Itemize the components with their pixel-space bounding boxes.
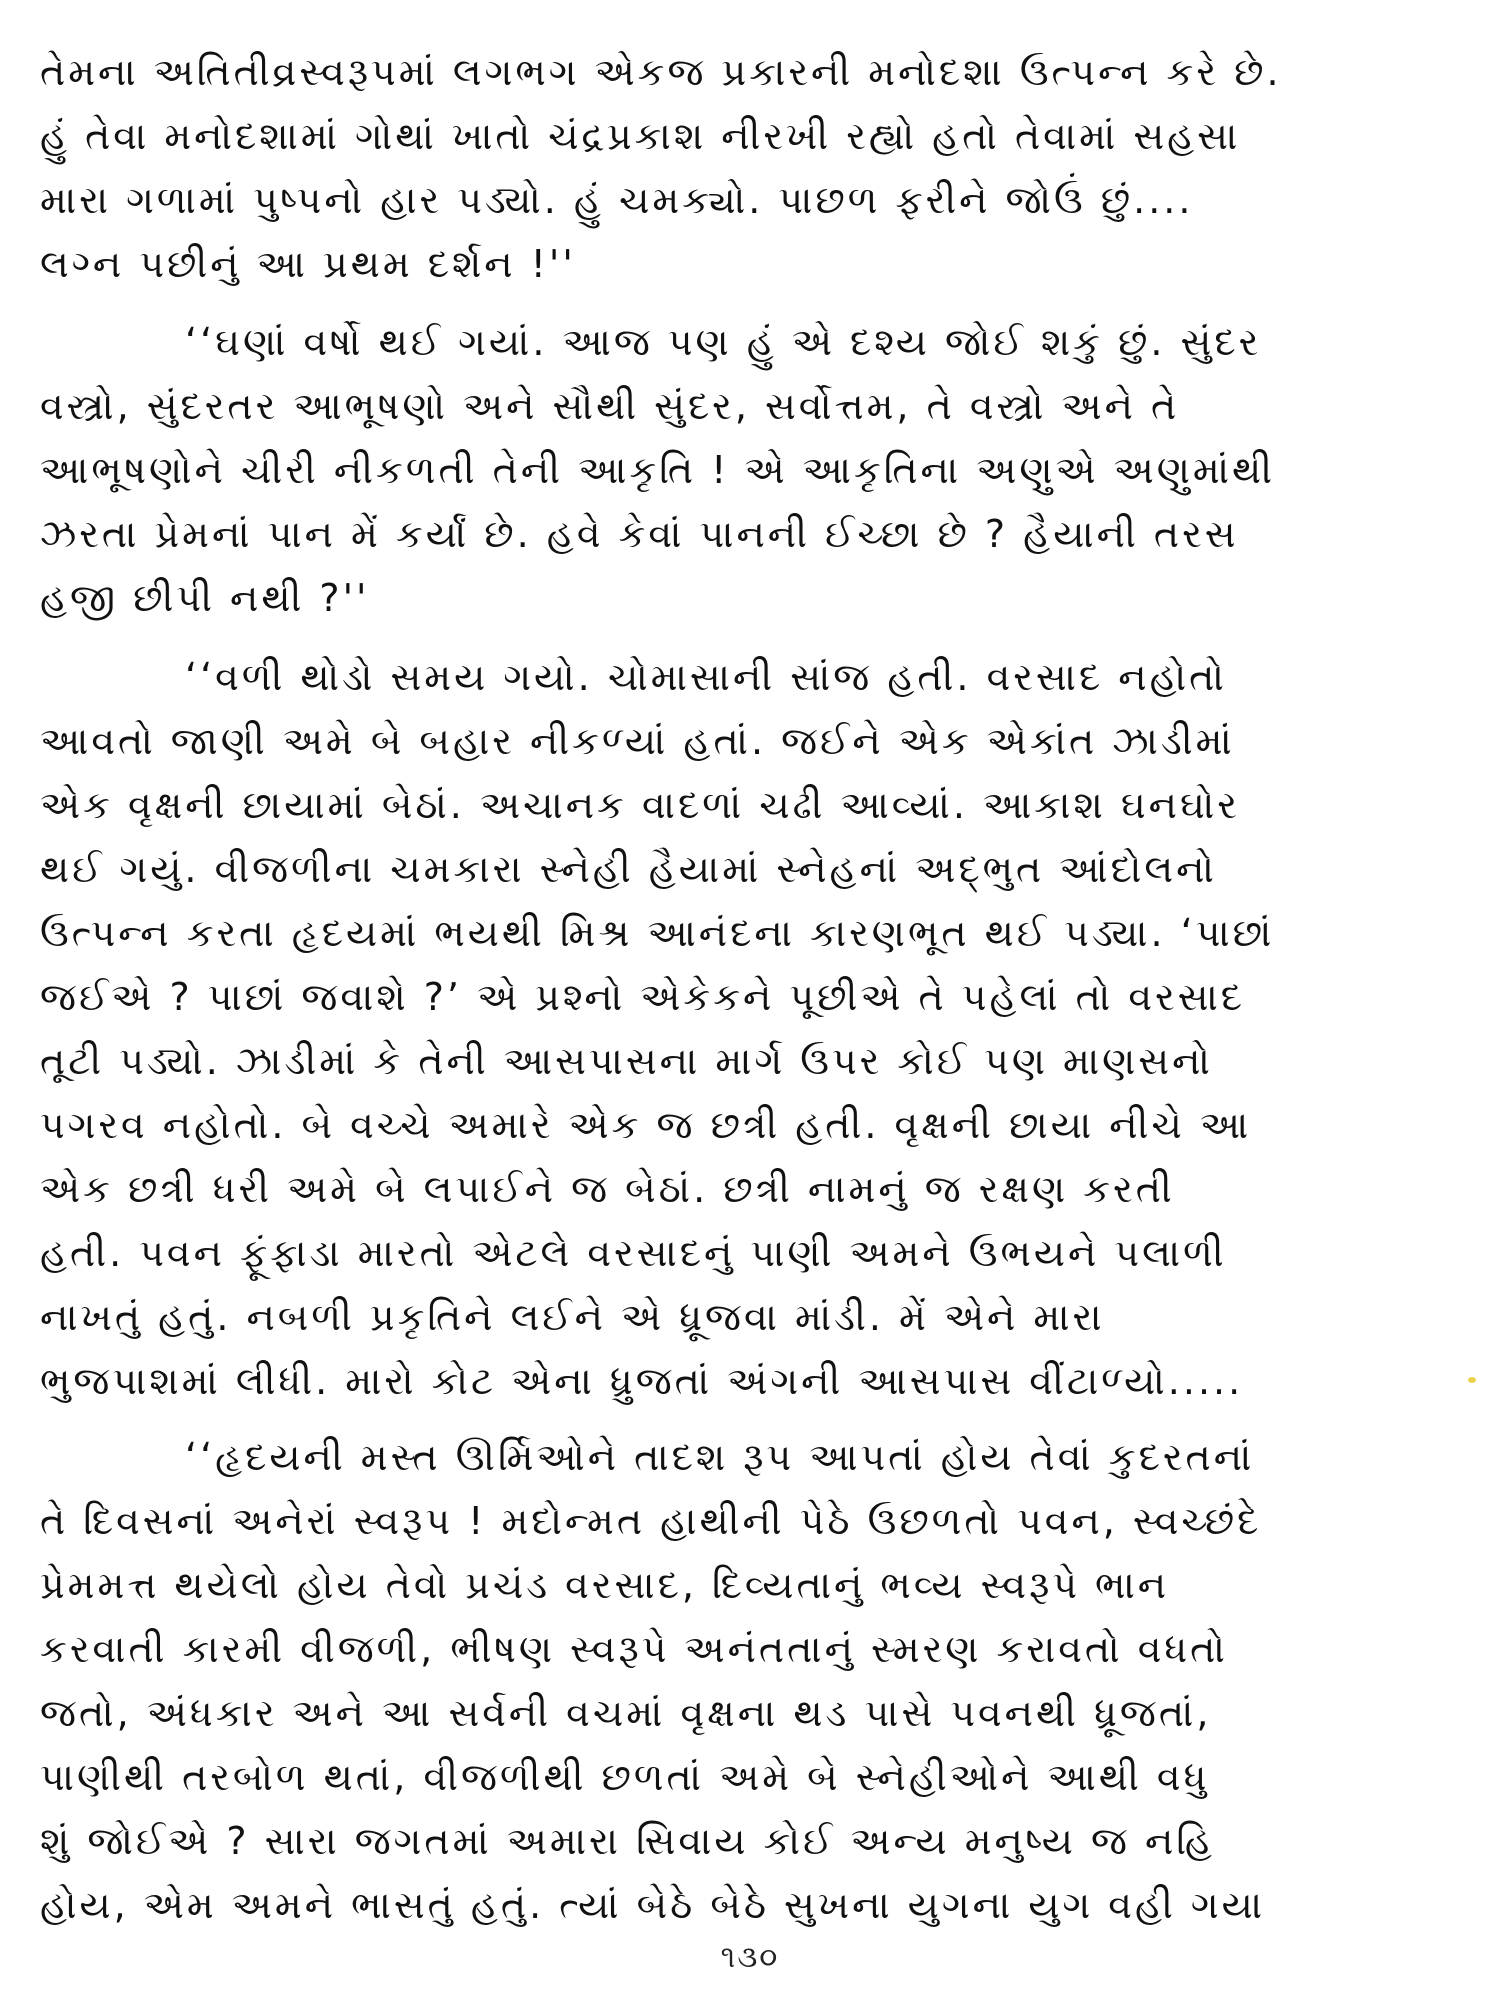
text-line: થઈ ગયું. વીજળીના ચમકારા સ્નેહી હૈયામાં સ્નેહનાં અદ્ભુત આંદોલનો bbox=[40, 847, 1217, 891]
text-line: આવતો જાણી અમે બે બહાર નીકળ્યાં હતાં. જઈને એક એકાંત ઝાડીમાં bbox=[40, 719, 1235, 763]
text-line: હતી. પવન ફૂંફાડા મારતો એટલે વરસાદનું પાણી અમને ઉભયને પલાળી bbox=[40, 1231, 1227, 1275]
text-line: તેમના અતિતીવ્રસ્વરૂપમાં લગભગ એકજ પ્રકારની મનોદશા ઉત્પન્ન કરે છે. bbox=[40, 50, 1282, 94]
text-line: લગ્ન પછીનું આ પ્રથમ દર્શન !'' bbox=[40, 242, 576, 286]
book-page bbox=[40, 10, 1460, 1970]
text-line: ઉત્પન્ન કરતા હૃદયમાં ભયથી મિશ્ર આનંદના કારણભૂત થઈ પડ્યા. ‘પાછાં bbox=[40, 911, 1275, 955]
text-line: મારા ગળામાં પુષ્પનો હાર પડ્યો. હું ચમક્યો. પાછળ ફરીને જોઉં છું.... bbox=[40, 178, 1194, 222]
text-line: હજી છીપી નથી ?'' bbox=[40, 576, 370, 620]
text-line: હું તેવા મનોદશામાં ગોથાં ખાતો ચંદ્રપ્રકાશ નીરખી રહ્યો હતો તેવામાં સહસા bbox=[40, 114, 1241, 158]
text-line: પગરવ નહોતો. બે વચ્ચે અમારે એક જ છત્રી હતી. વૃક્ષની છાયા નીચે આ bbox=[40, 1103, 1252, 1147]
text-line: એક છત્રી ધરી અમે બે લપાઈને જ બેઠાં. છત્રી નામનું જ રક્ષણ કરતી bbox=[40, 1167, 1175, 1211]
text-line: હોય, એમ અમને ભાસતું હતું. ત્યાં બેઠે બેઠે સુખના યુગના યુગ વહી ગયા bbox=[40, 1883, 1266, 1927]
text-line: જઈએ ? પાછાં જવાશે ?’ એ પ્રશ્નો એકેકને પૂછીએ તે પહેલાં તો વરસાદ bbox=[40, 975, 1246, 1019]
text-line: ‘‘વળી થોડો સમય ગયો. ચોમાસાની સાંજ હતી. વરસાદ નહોતો bbox=[185, 655, 1227, 699]
text-line: આભૂષણોને ચીરી નીકળતી તેની આકૃતિ ! એ આકૃતિના અણુએ અણુમાંથી bbox=[40, 448, 1276, 492]
text-line: કરવાતી કારમી વીજળી, ભીષણ સ્વરૂપે અનંતતાનું સ્મરણ કરાવતો વધતો bbox=[40, 1627, 1228, 1671]
text-line: ભુજપાશમાં લીધી. મારો કોટ એના ધ્રુજતાં અંગની આસપાસ વીંટાળ્યો..... bbox=[40, 1359, 1244, 1403]
text-line: પાણીથી તરબોળ થતાં, વીજળીથી છળતાં અમે બે સ્નેહીઓને આથી વધુ bbox=[40, 1755, 1210, 1799]
scan-speck bbox=[1468, 1377, 1476, 1383]
text-line: તે દિવસનાં અનેરાં સ્વરૂપ ! મદોન્મત હાથીની પેઠે ઉછળતો પવન, સ્વચ્છંદે bbox=[40, 1499, 1262, 1543]
text-line: તૂટી પડ્યો. ઝાડીમાં કે તેની આસપાસના માર્ગ ઉપર કોઈ પણ માણસનો bbox=[40, 1039, 1213, 1083]
text-line: ઝરતા પ્રેમનાં પાન મેં કર્યાં છે. હવે કેવાં પાનની ઈચ્છા છે ? હૈયાની તરસ bbox=[40, 512, 1239, 556]
text-line: જતો, અંધકાર અને આ સર્વની વચમાં વૃક્ષના થડ પાસે પવનથી ધ્રૂજતાં, bbox=[40, 1691, 1212, 1735]
paragraph-2 bbox=[40, 310, 1460, 630]
text-line: પ્રેમમત્ત થયેલો હોય તેવો પ્રચંડ વરસાદ, દિવ્યતાનું ભવ્ય સ્વરૂપે ભાન bbox=[40, 1563, 1170, 1607]
text-line: નાખતું હતું. નબળી પ્રકૃતિને લઈને એ ધ્રૂજવા માંડી. મેં એને મારા bbox=[40, 1295, 1105, 1339]
text-line: એક વૃક્ષની છાયામાં બેઠાં. અચાનક વાદળાં ચઢી આવ્યાં. આકાશ ઘનઘોર bbox=[40, 783, 1240, 827]
paragraph-4 bbox=[40, 1425, 1460, 1937]
paragraph-1 bbox=[40, 40, 1460, 296]
text-line: વસ્ત્રો, સુંદરતર આભૂષણો અને સૌથી સુંદર, સર્વોત્તમ, તે વસ્ત્રો અને તે bbox=[40, 384, 1180, 428]
page-number: ૧૩૦ bbox=[720, 1940, 780, 1975]
text-line: શું જોઈએ ? સારા જગતમાં અમારા સિવાય કોઈ અન્ય મનુષ્ય જ નહિ bbox=[40, 1819, 1215, 1863]
paragraph-3 bbox=[40, 645, 1460, 1413]
text-line: ‘‘હૃદયની મસ્ત ઊર્મિઓને તાદશ રૂપ આપતાં હોય તેવાં કુદરતનાં bbox=[185, 1435, 1255, 1479]
text-line: ‘‘ઘણાં વર્ષો થઈ ગયાં. આજ પણ હું એ દશ્ય જોઈ શકું છું. સુંદર bbox=[185, 320, 1262, 364]
